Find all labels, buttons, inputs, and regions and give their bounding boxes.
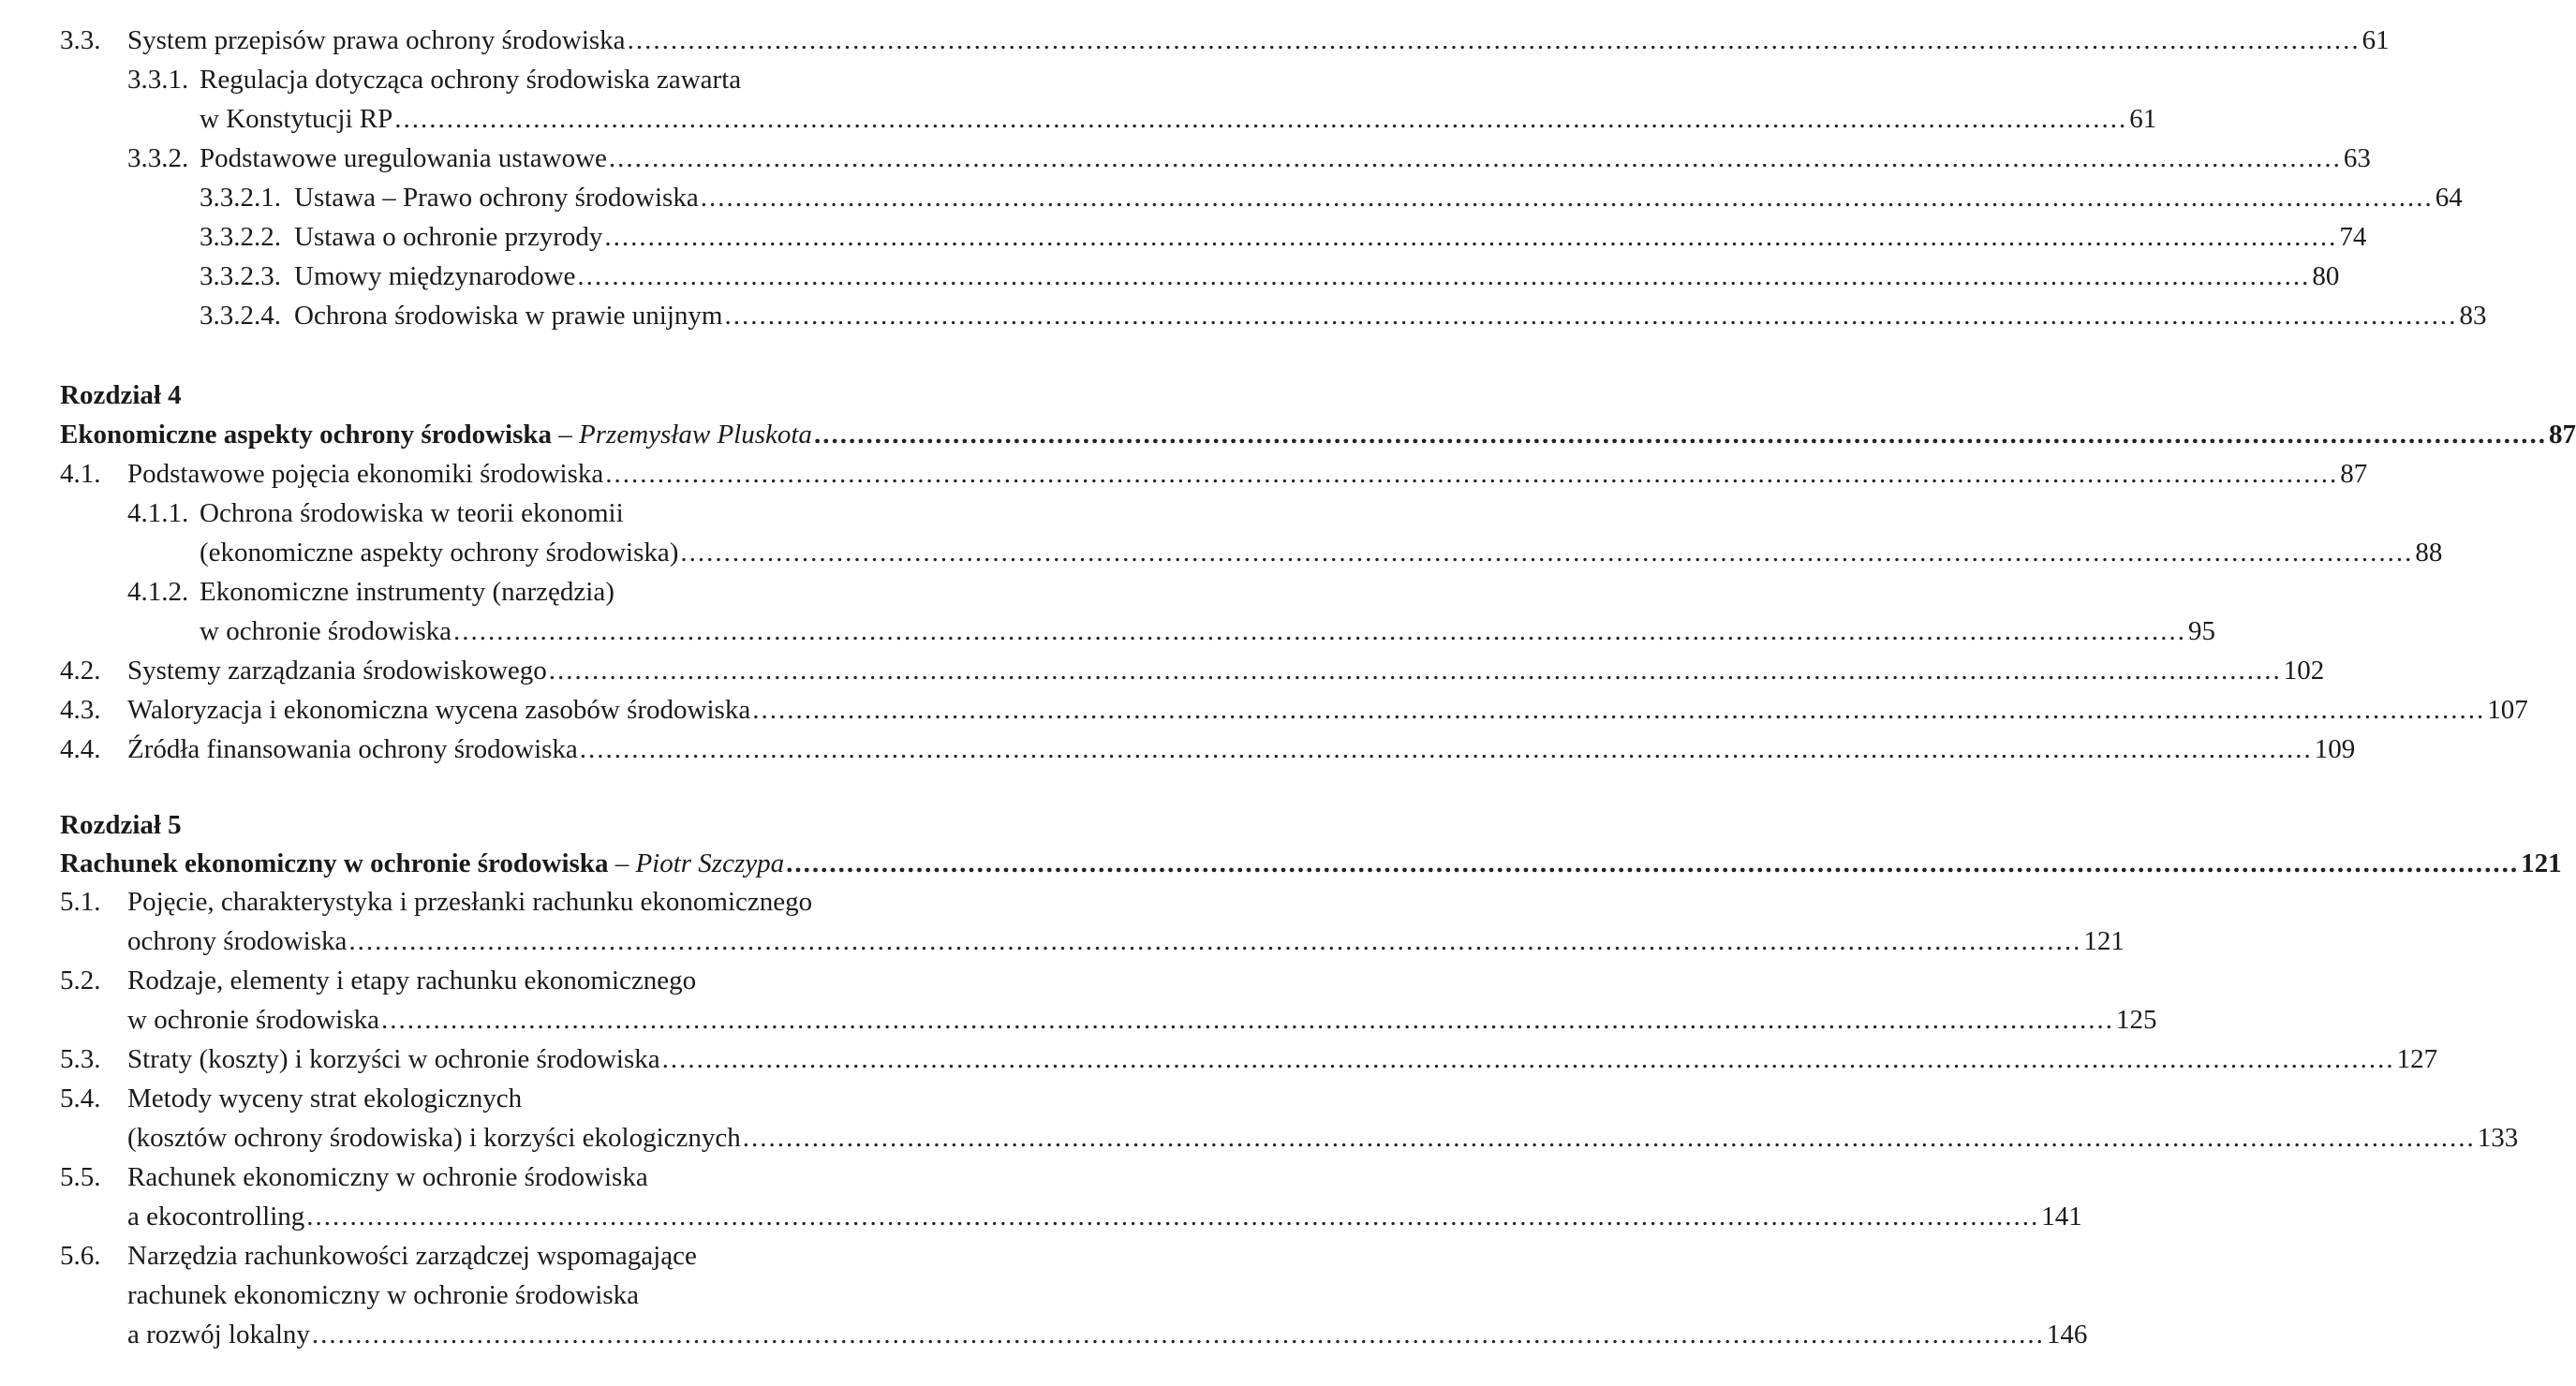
toc-entry-5-5 xyxy=(0,1157,1042,1197)
entry-title: Narzędzia rachunkowości zarządczej wspomagające xyxy=(127,1241,697,1271)
chapter-4-heading xyxy=(0,415,2576,454)
entry-number: 4.1.2. xyxy=(127,577,189,607)
leader-dots: ........................................................................................................................................................................................................ xyxy=(453,616,2187,646)
entry-number: 3.3.2.3. xyxy=(200,261,281,291)
page-number: 127 xyxy=(2396,1044,2438,1074)
toc-entry-4-1-2 xyxy=(0,572,1042,612)
page-number: 125 xyxy=(2116,1005,2157,1035)
toc-entry-3-3-2-3 xyxy=(0,257,2340,296)
entry-title: Ustawa o ochronie przyrody xyxy=(294,222,603,252)
chapter-label: Rozdział 5 xyxy=(60,810,182,840)
entry-title: Umowy międzynarodowe xyxy=(294,261,576,291)
toc-entry-3-3-1-cont xyxy=(0,99,2157,139)
entry-number: 4.1.1. xyxy=(127,498,189,528)
entry-title-cont: a ekocontrolling xyxy=(127,1202,305,1231)
entry-title-cont: (kosztów ochrony środowiska) i korzyści ekologicznych xyxy=(127,1123,741,1153)
entry-title: Metody wyceny strat ekologicznych xyxy=(127,1084,523,1113)
toc-entry-4-1-2-cont xyxy=(0,612,2216,651)
leader-dots: ........................................................................................................................................................................................................ xyxy=(608,143,2342,173)
entry-title-cont: ochrony środowiska xyxy=(127,926,348,956)
page-number: 121 xyxy=(2083,926,2124,956)
entry-number: 5.1. xyxy=(60,887,101,917)
entry-title: Pojęcie, charakterystyka i przesłanki rachunku ekonomicznego xyxy=(127,887,813,917)
entry-number: 3.3.2.4. xyxy=(200,301,281,331)
toc-entry-3-3-1 xyxy=(0,60,1042,99)
entry-title-cont: a rozwój lokalny xyxy=(127,1320,310,1349)
toc-entry-4-1-1 xyxy=(0,494,1042,533)
entry-title: Systemy zarządzania środowiskowego xyxy=(127,656,547,686)
page-number: 102 xyxy=(2283,656,2325,686)
entry-number: 3.3.2.1. xyxy=(200,183,281,213)
leader-dots: ........................................................................................................................................................................................................ xyxy=(627,25,2361,55)
toc-entry-4-4 xyxy=(0,730,2356,769)
toc-entry-5-4-cont xyxy=(0,1118,2519,1157)
entry-number: 5.5. xyxy=(60,1162,101,1192)
chapter-title: Ekonomiczne aspekty ochrony środowiska xyxy=(60,420,553,450)
leader-dots: ........................................................................................................................................................................................................ xyxy=(311,1320,2045,1349)
leader-dots: ........................................................................................................................................................................................................ xyxy=(786,848,2520,878)
title-separator: – xyxy=(608,848,636,878)
entry-title: System przepisów prawa ochrony środowiska xyxy=(127,25,626,55)
toc-entry-5-4 xyxy=(0,1079,1042,1118)
entry-title: Rachunek ekonomiczny w ochronie środowiska xyxy=(127,1162,648,1192)
entry-number: 3.3.1. xyxy=(127,65,189,95)
leader-dots: ........................................................................................................................................................................................................ xyxy=(394,104,2128,134)
leader-dots: ........................................................................................................................................................................................................ xyxy=(577,261,2311,291)
toc-entry-3-3 xyxy=(0,21,2390,60)
entry-title-cont: rachunek ekonomiczny w ochronie środowiska xyxy=(127,1280,640,1310)
page-number: 63 xyxy=(2343,143,2371,173)
toc-entry-5-6-cont2 xyxy=(0,1315,2088,1354)
page-number: 109 xyxy=(2314,734,2356,764)
title-separator: – xyxy=(552,420,580,450)
leader-dots: ........................................................................................................................................................................................................ xyxy=(306,1202,2040,1231)
entry-number: 5.2. xyxy=(60,966,101,995)
toc-entry-4-2 xyxy=(0,651,2325,690)
entry-title: Straty (koszty) i korzyści w ochronie środowiska xyxy=(127,1044,660,1074)
page-number: 88 xyxy=(2415,538,2443,568)
toc-entry-4-1 xyxy=(0,454,2368,494)
page-number: 87 xyxy=(2340,459,2368,489)
toc-entry-5-1 xyxy=(0,882,1042,922)
toc-entry-5-6-cont xyxy=(0,1275,1042,1315)
leader-dots: ........................................................................................................................................................................................................ xyxy=(742,1123,2476,1153)
toc-entry-5-5-cont xyxy=(0,1197,2082,1236)
entry-title: Podstawowe pojęcia ekonomiki środowiska xyxy=(127,459,604,489)
leader-dots: ........................................................................................................................................................................................................ xyxy=(813,420,2547,450)
toc-entry-4-3 xyxy=(0,690,2528,730)
leader-dots: ........................................................................................................................................................................................................ xyxy=(680,538,2414,568)
leader-dots: ........................................................................................................................................................................................................ xyxy=(724,301,2458,331)
toc-entry-3-3-2-4 xyxy=(0,296,2487,335)
entry-title: Ochrona środowiska w teorii ekonomii xyxy=(200,498,624,528)
page-number: 133 xyxy=(2477,1123,2519,1153)
toc-entry-5-2 xyxy=(0,961,1042,1000)
entry-title: Ustawa – Prawo ochrony środowiska xyxy=(294,183,699,213)
leader-dots: ........................................................................................................................................................................................................ xyxy=(605,459,2339,489)
entry-number: 4.3. xyxy=(60,695,101,725)
entry-number: 4.1. xyxy=(60,459,101,489)
page-number: 80 xyxy=(2312,261,2340,291)
entry-title-cont: (ekonomiczne aspekty ochrony środowiska) xyxy=(200,538,679,568)
entry-number: 5.4. xyxy=(60,1084,101,1113)
entry-number: 5.6. xyxy=(60,1241,101,1271)
chapter-title: Rachunek ekonomiczny w ochronie środowiska xyxy=(60,848,609,878)
page-number: 74 xyxy=(2339,222,2367,252)
page-number: 61 xyxy=(2361,25,2390,55)
page-number: 95 xyxy=(2188,616,2216,646)
entry-title: Ekonomiczne instrumenty (narzędzia) xyxy=(200,577,614,607)
toc-entry-5-6 xyxy=(0,1236,1042,1275)
entry-number: 3.3.2. xyxy=(127,143,189,173)
page-number: 141 xyxy=(2041,1202,2082,1231)
entry-number: 3.3. xyxy=(60,25,101,55)
toc-entry-3-3-2-1 xyxy=(0,178,2463,217)
leader-dots: ........................................................................................................................................................................................................ xyxy=(752,695,2486,725)
chapter-author: Przemysław Pluskota xyxy=(579,420,812,450)
toc-entry-5-1-cont xyxy=(0,922,2124,961)
entry-number: 4.2. xyxy=(60,656,101,686)
entry-number: 4.4. xyxy=(60,734,101,764)
entry-title: Źródła finansowania ochrony środowiska xyxy=(127,734,578,764)
entry-title-cont: w Konstytucji RP xyxy=(200,104,393,134)
page-number: 64 xyxy=(2435,183,2463,213)
chapter-5-label xyxy=(0,805,1042,845)
toc-entry-5-2-cont xyxy=(0,1000,2157,1040)
toc-entry-3-3-2 xyxy=(0,139,2371,178)
entry-number: 3.3.2.2. xyxy=(200,222,281,252)
page-number: 87 xyxy=(2548,420,2576,450)
entry-title: Podstawowe uregulowania ustawowe xyxy=(200,143,607,173)
leader-dots: ........................................................................................................................................................................................................ xyxy=(381,1005,2115,1035)
toc-entry-5-3 xyxy=(0,1040,2438,1079)
chapter-author: Piotr Szczypa xyxy=(635,848,785,878)
page-number: 146 xyxy=(2046,1320,2088,1349)
toc-entry-4-1-1-cont xyxy=(0,533,2443,572)
leader-dots: ........................................................................................................................................................................................................ xyxy=(348,926,2082,956)
toc-entry-3-3-2-2 xyxy=(0,217,2367,257)
leader-dots: ........................................................................................................................................................................................................ xyxy=(604,222,2338,252)
page-number: 61 xyxy=(2129,104,2157,134)
leader-dots: ........................................................................................................................................................................................................ xyxy=(548,656,2282,686)
entry-title: Ochrona środowiska w prawie unijnym xyxy=(294,301,723,331)
chapter-label: Rozdział 4 xyxy=(60,380,182,410)
entry-title: Regulacja dotycząca ochrony środowiska zawarta xyxy=(200,65,742,95)
entry-title-cont: w ochronie środowiska xyxy=(127,1005,380,1035)
page-number: 121 xyxy=(2521,848,2562,878)
chapter-5-heading xyxy=(0,844,2562,883)
entry-number: 5.3. xyxy=(60,1044,101,1074)
leader-dots: ........................................................................................................................................................................................................ xyxy=(661,1044,2395,1074)
page-number: 107 xyxy=(2487,695,2528,725)
entry-title: Waloryzacja i ekonomiczna wycena zasobów środowiska xyxy=(127,695,751,725)
entry-title-cont: w ochronie środowiska xyxy=(200,616,452,646)
leader-dots: ........................................................................................................................................................................................................ xyxy=(579,734,2313,764)
page-number: 83 xyxy=(2459,301,2487,331)
chapter-4-label xyxy=(0,376,1042,415)
leader-dots: ........................................................................................................................................................................................................ xyxy=(700,183,2434,213)
entry-title: Rodzaje, elementy i etapy rachunku ekonomicznego xyxy=(127,966,697,995)
